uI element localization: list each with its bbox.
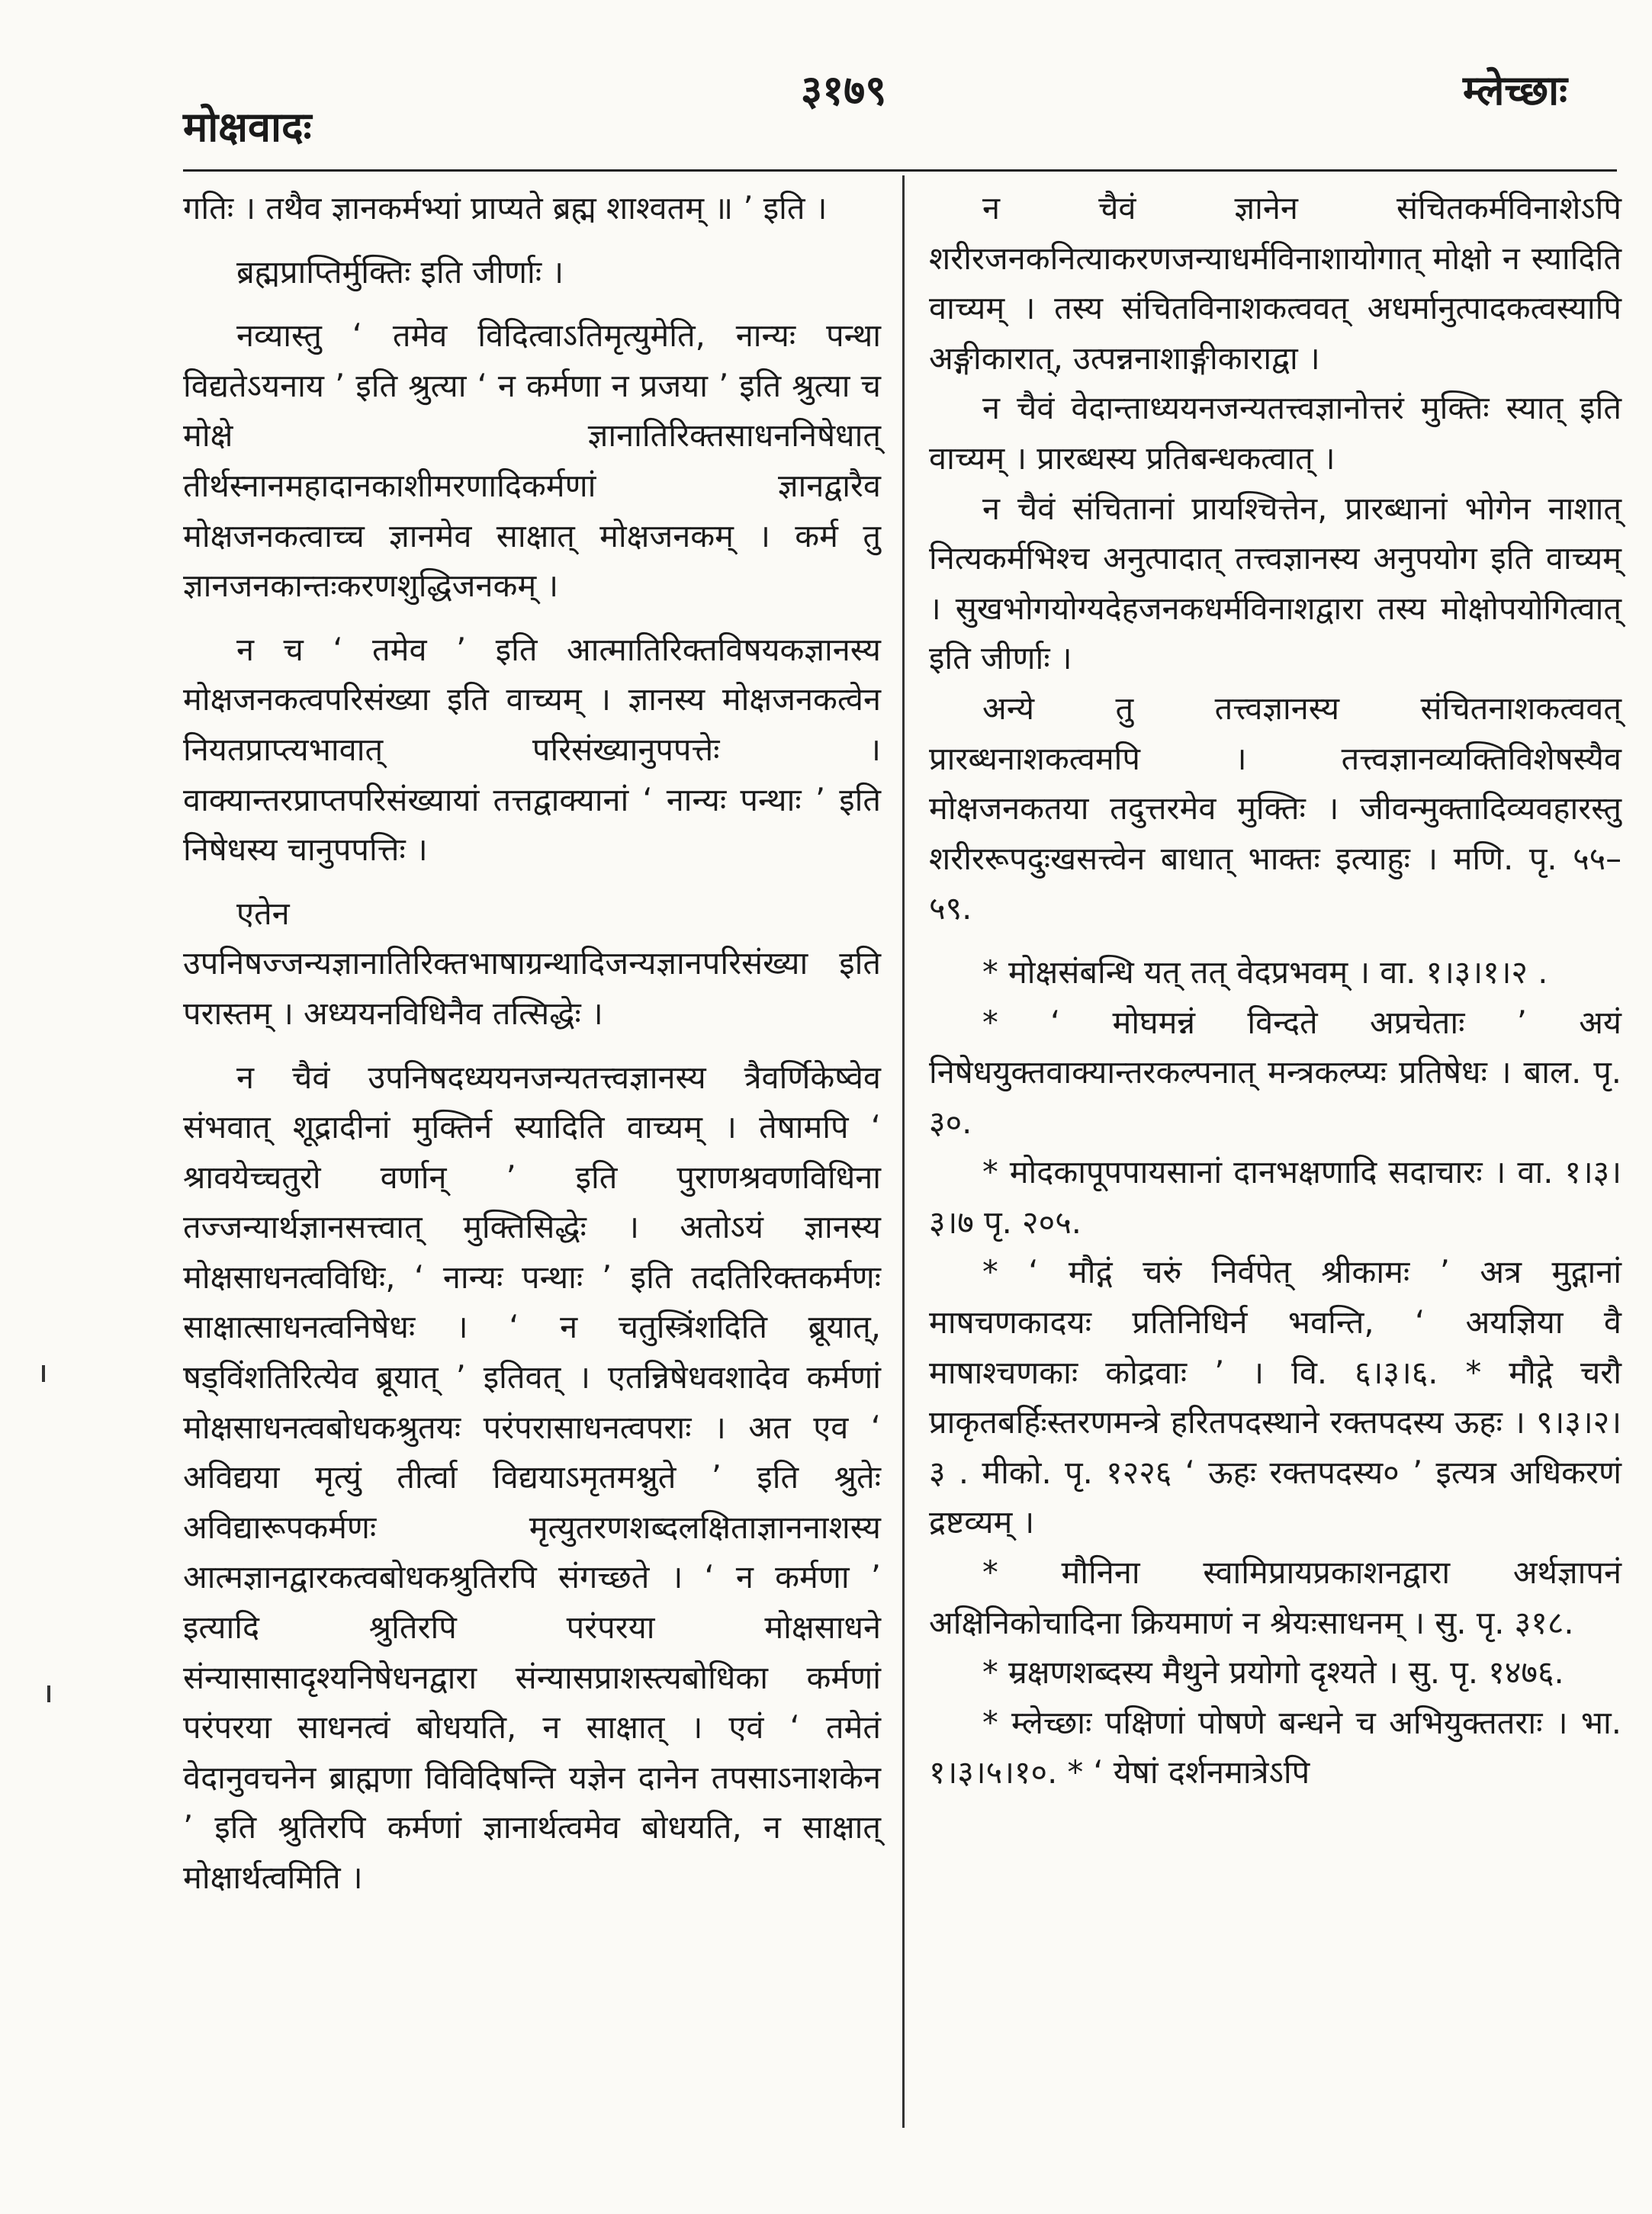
paragraph: एतेन उपनिषज्जन्यज्ञानातिरिक्तभाषाग्रन्थादिजन्यज्ञानपरिसंख्या इति परास्तम् । अध्ययनविधिनैव तत्सिद्धेः । <box>183 894 881 1032</box>
paragraph: न च ‘ तमेव ’ इति आत्मातिरिक्तविषयकज्ञानस्य मोक्षजनकत्वपरिसंख्या इति वाच्यम् । ज्ञानस्य मोक्षजनकत्वेन नियतप्राप्त्यभावात् परिसंख्यानुपपत्तेः । वाक्यान्तरप्राप्तपरिसंख्यायां तत्तद्वाक्यानां ‘ नान्यः पन्थाः ’ इति निषेधस्य चानुपपत्तिः । <box>183 630 881 869</box>
entry: * मोक्षसंबन्धि यत् तत् वेदप्रभवम् । वा. १।३।१।२ . <box>982 953 1548 991</box>
paragraph: नव्यास्तु ‘ तमेव विदित्वाऽतिमृत्युमेति, नान्यः पन्था विद्यतेऽयनाय ’ इति श्रुत्या ‘ न कर्मणा न प्रजया ’ इति श्रुत्या च मोक्षे ज्ञानातिरिक्तसाधननिषेधात् तीर्थस्नानमहादानकाशीमरणादिकर्मणां ज्ञानद्वारैव मोक्षजनकत्वाच्च ज्ञानमेव साक्षात् मोक्षजनकम् । कर्म तु ज्ञानजनकान्तःकरणशुद्धिजनकम् । <box>183 317 881 605</box>
entry: * ‘ मोघमन्नं विन्दते अप्रचेताः ’ अयं निषेधयुक्तवाक्यान्तरकल्पनात् मन्त्रकल्प्यः प्रतिषेधः । बाल. पृ. ३०. <box>929 1003 1621 1141</box>
header-rule <box>183 169 1617 172</box>
page-number: ३१७९ <box>801 66 887 114</box>
column-divider <box>902 175 905 2128</box>
right-column <box>929 183 1621 1798</box>
entry: * मौनिना स्वामिप्रायप्रकाशनद्वारा अर्थज्ञापनं अक्षिनिकोचादिना क्रियमाणं न श्रेयःसाधनम् । सु. पृ. ३१८. <box>929 1554 1621 1641</box>
entry: * म्रक्षणशब्दस्य मैथुने प्रयोगो दृश्यते । सु. पृ. १४७६. <box>982 1653 1564 1692</box>
paragraph: ब्रह्मप्राप्तिर्मुक्तिः इति जीर्णाः । <box>236 252 564 291</box>
paragraph: गतिः । तथैव ज्ञानकर्मभ्यां प्राप्यते ब्रह्म शाश्वतम् ॥ ’ इति । <box>183 189 828 227</box>
paragraph: न चैवं ज्ञानेन संचितकर्मविनाशेऽपि शरीरजनकनित्याकरणजन्याधर्मविनाशायोगात् मोक्षो न स्यादिति वाच्यम् । तस्य संचितविनाशकत्ववत् अधर्मानुत्पादकत्वस्यापि अङ्गीकारात्, उत्पन्ननाशाङ्गीकाराद्वा । <box>929 189 1621 377</box>
margin-mark <box>47 1685 50 1702</box>
running-head-right: म्लेच्छाः <box>1463 66 1568 114</box>
left-column <box>183 183 881 1903</box>
paragraph: अन्ये तु तत्त्वज्ञानस्य संचितनाशकत्ववत् प्रारब्धनाशकत्वमपि । तत्त्वज्ञानव्यक्तिविशेषस्यैव मोक्षजनकतया तदुत्तरमेव मुक्तिः । जीवन्मुक्तादिव्यवहारस्तु शरीररूपदुःखसत्त्वेन बाधात् भाक्तः इत्याहुः । मणि. पृ. ५५–५९. <box>929 689 1621 927</box>
margin-mark <box>42 1365 45 1382</box>
entry: * म्लेच्छाः पक्षिणां पोषणे बन्धने च अभियुक्ततराः । भा. १।३।५।१०. * ‘ येषां दर्शनमात्रेऽपि <box>929 1703 1621 1791</box>
entry: * ‘ मौद्गं चरुं निर्वपेत् श्रीकामः ’ अत्र मुद्गानां माषचणकादयः प्रतिनिधिर्न भवन्ति, ‘ अयज्ञिया वै माषाश्चणकाः कोद्रवाः ’ । वि. ६।३।६. * मौद्गे चरौ प्राकृतबर्हिःस्तरणमन्त्रे हरितपदस्थाने रक्तपदस्य ऊहः । ९।३।२।३ . मीको. पृ. १२२६ ‘ ऊहः रक्तपदस्य० ’ इत्यत्र अधिकरणं द्रष्टव्यम् । <box>929 1253 1621 1541</box>
paragraph: न चैवं वेदान्ताध्ययनजन्यतत्त्वज्ञानोत्तरं मुक्तिः स्यात् इति वाच्यम् । प्रारब्धस्य प्रतिबन्धकत्वात् । <box>929 389 1621 477</box>
running-head-left: मोक्षवादः <box>183 103 312 151</box>
paragraph: न चैवं संचितानां प्रायश्चित्तेन, प्रारब्धानां भोगेन नाशात् नित्यकर्मभिश्च अनुत्पादात् तत्त्वज्ञानस्य अनुपयोग इति वाच्यम् । सुखभोगयोग्यदेहजनकधर्मविनाशद्वारा तस्य मोक्षोपयोगित्वात् इति जीर्णाः । <box>929 489 1621 677</box>
entry: * मोदकापूपपायसानां दानभक्षणादि सदाचारः । वा. १।३।३।७ पृ. २०५. <box>929 1153 1621 1241</box>
paragraph: न चैवं उपनिषदध्ययनजन्यतत्त्वज्ञानस्य त्रैवर्णिकेष्वेव संभवात् शूद्रादीनां मुक्तिर्न स्यादिति वाच्यम् । तेषामपि ‘ श्रावयेच्चतुरो वर्णान् ’ इति पुराणश्रवणविधिना तज्जन्यार्थज्ञानसत्त्वात् मुक्तिसिद्धेः । अतोऽयं ज्ञानस्य मोक्षसाधनत्वविधिः, ‘ नान्यः पन्थाः ’ इति तदतिरिक्तकर्मणः साक्षात्साधनत्वनिषेधः । ‘ न चतुस्त्रिंशदिति ब्रूयात्, षड्विंशतिरित्येव ब्रूयात् ’ इतिवत् । एतन्निषेधवशादेव कर्मणां मोक्षसाधनत्वबोधकश्रुतयः परंपरासाधनत्वपराः । अत एव ‘ अविद्यया मृत्युं तीर्त्वा विद्ययाऽमृतमश्नुते ’ इति श्रुतेः अविद्यारूपकर्मणः मृत्युतरणशब्दलक्षिताज्ञाननाशस्य आत्मज्ञानद्वारकत्वबोधकश्रुतिरपि संगच्छते । ‘ न कर्मणा ’ इत्यादि श्रुतिरपि परंपरया मोक्षसाधने संन्यासासादृश्यनिषेधनद्वारा संन्यासप्राशस्त्यबोधिका कर्मणां परंपरया साधनत्वं बोधयति, न साक्षात् । एवं ‘ तमेतं वेदानुवचनेन ब्राह्मणा विविदिषन्ति यज्ञेन दानेन तपसाऽनाशकेन ’ इति श्रुतिरपि कर्मणां ज्ञानार्थत्वमेव बोधयति, न साक्षात् मोक्षार्थत्वमिति । <box>183 1058 881 1896</box>
